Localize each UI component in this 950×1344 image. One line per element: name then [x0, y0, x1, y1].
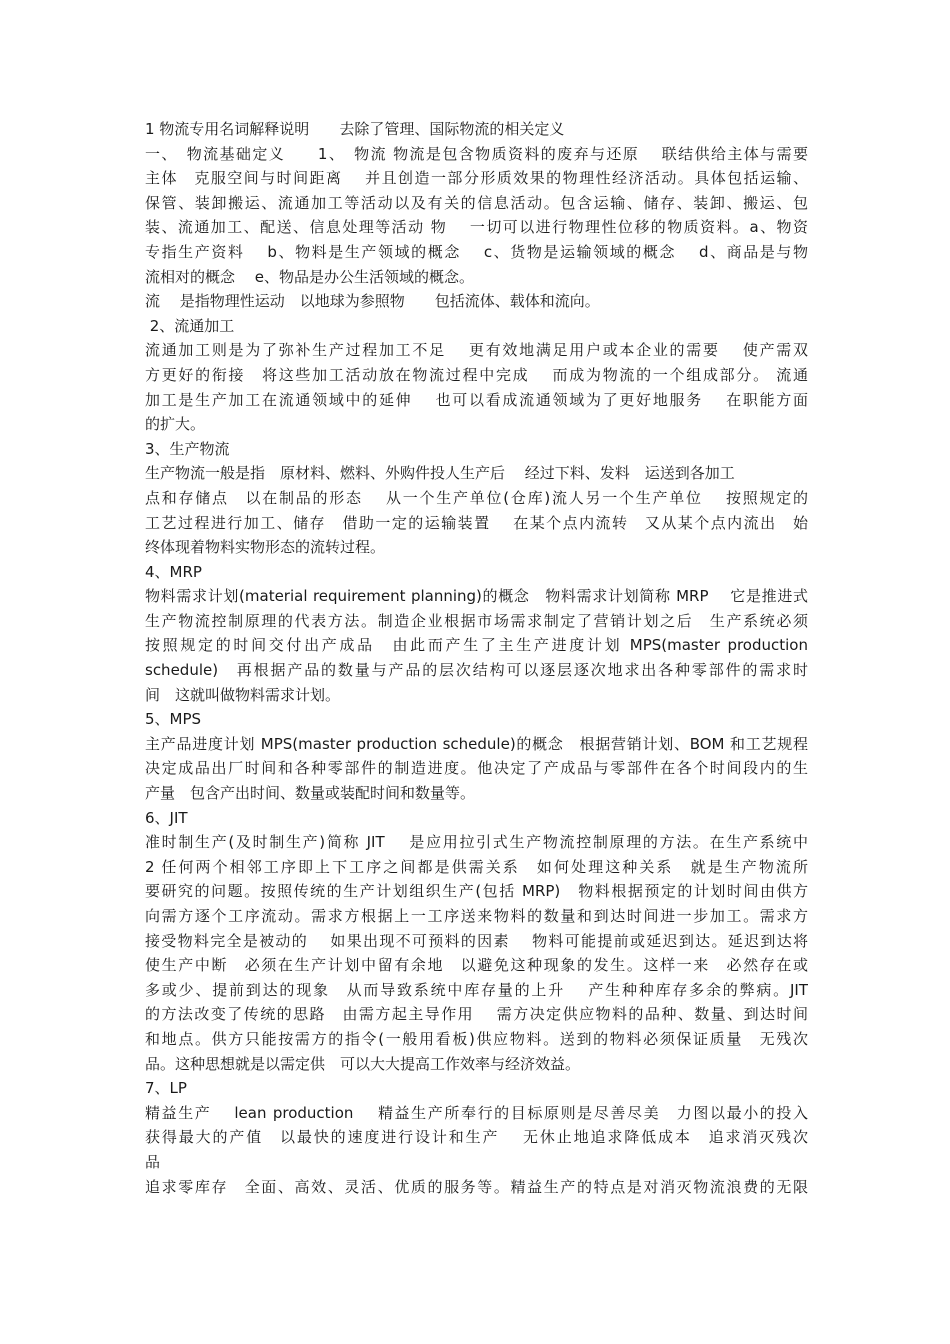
text-line: 专指生产资料 b、物料是生产领域的概念 c、货物是运输领域的概念 d、商品是与物 [145, 242, 808, 261]
text-line: 获得最大的产值 以最快的速度进行设计和生产 无休止地追求降低成本 追求消灭残次 [145, 1128, 808, 1147]
text-line: 终体现着物料实物形态的流转过程。 [145, 538, 386, 557]
text-line: 使生产中断 必须在生产计划中留有余地 以避免这种现象的发生。这样一来 必然存在或 [145, 956, 808, 975]
text-line: 1 物流专用名词解释说明 去除了管理、国际物流的相关定义 [145, 120, 565, 138]
text-line: 向需方逐个工序流动。需求方根据上一工序送来物料的数量和到达时间进一步加工。需求方 [145, 907, 808, 925]
text-line: 的方法改变了传统的思路 由需方起主导作用 需方决定供应物料的品种、数量、到达时间 [145, 1005, 808, 1024]
text-line: 工艺过程进行加工、储存 借助一定的运输装置 在某个点内流转 又从某个点内流出 始 [145, 513, 808, 532]
document-body [145, 117, 808, 1199]
text-line: 流相对的概念 e、物品是办公生活领域的概念。 [145, 267, 474, 286]
text-line: schedule) 再根据产品的数量与产品的层次结构可以逐层逐次地求出各种零部件的需求时 [145, 661, 808, 680]
text-line: 5、MPS [145, 710, 202, 729]
text-line: 和地点。供方只能按需方的指令(一般用看板)供应物料。送到的物料必须保证质量 无残次 [145, 1029, 808, 1048]
text-line: 生产物流控制原理的代表方法。制造企业根据市场需求制定了营销计划之后 生产系统必须 [145, 611, 808, 630]
text-line: 生产物流一般是指 原材料、燃料、外购件投人生产后 经过下料、发料 运送到各加工 [145, 464, 735, 483]
text-line: 保管、装卸搬运、流通加工等活动以及有关的信息活动。包含运输、储存、装卸、搬运、包 [145, 193, 808, 212]
text-line: 品 [145, 1152, 161, 1171]
text-line: 一、 物流基础定义 1、 物流 物流是包含物质资料的废弃与还原 联结供给主体与需要 [145, 144, 808, 163]
text-line: 多或少、提前到达的现象 从而导致系统中库存量的上升 产生种种库存多余的弊病。JIT [145, 980, 808, 999]
text-line: 主体 克服空间与时间距离 并且创造一部分形质效果的物理性经济活动。具体包括运输、 [145, 169, 808, 188]
text-line: 7、LP [145, 1079, 187, 1098]
text-line: 接受物料完全是被动的 如果出现不可预料的因素 物料可能提前或延迟到达。延迟到达将 [145, 931, 808, 950]
text-line: 按照规定的时间交付出产成品 由此而产生了主生产进度计划 MPS(master production [145, 636, 808, 655]
text-line: 流通加工则是为了弥补生产过程加工不足 更有效地满足用户或本企业的需要 使产需双 [145, 341, 808, 360]
text-line: 主产品进度计划 MPS(master production schedule)的概念 根据营销计划、BOM 和工艺规程 [145, 734, 808, 753]
text-line: 间 这就叫做物料需求计划。 [145, 685, 341, 704]
text-line: 的扩大。 [145, 415, 206, 434]
text-line: 点和存储点 以在制品的形态 从一个生产单位(仓库)流人另一个生产单位 按照规定的 [145, 488, 808, 507]
text-line: 精益生产 lean production 精益生产所奉行的目标原则是尽善尽美 力图以最小的投入 [145, 1103, 808, 1122]
text-line: 2 任何两个相邻工序即上下工序之间都是供需关系 如何处理这种关系 就是生产物流所 [145, 857, 808, 876]
text-line: 6、JIT [145, 808, 188, 827]
text-line: 3、生产物流 [145, 439, 230, 458]
text-line: 要研究的问题。按照传统的生产计划组织生产(包括 MRP) 物料根据预定的计划时间由供方 [145, 882, 808, 901]
text-line: 方更好的衔接 将这些加工活动放在物流过程中完成 而成为物流的一个组成部分。 流通 [145, 365, 808, 384]
text-line: 物料需求计划(material requirement planning)的概念 物料需求计划简称 MRP 它是推进式 [145, 587, 808, 606]
text-line: 流 是指物理性运动 以地球为参照物 包括流体、载体和流向。 [145, 292, 600, 311]
text-line: 4、MRP [145, 562, 202, 581]
text-line: 加工是生产加工在流通领域中的延伸 也可以看成流通领域为了更好地服务 在职能方面 [145, 390, 808, 409]
text-line: 准时制生产(及时制生产)简称 JIT 是应用拉引式生产物流控制原理的方法。在生产系统中 [145, 833, 808, 852]
text-line: 决定成品出厂时间和各种零部件的制造进度。他决定了产成品与零部件在各个时间段内的生 [145, 759, 808, 778]
text-line: 品。这种思想就是以需定供 可以大大提高工作效率与经济效益。 [145, 1054, 581, 1073]
text-line: 产量 包含产出时间、数量或装配时间和数量等。 [145, 784, 476, 803]
text-line: 追求零库存 全面、高效、灵活、优质的服务等。精益生产的特点是对消灭物流浪费的无限 [145, 1177, 808, 1196]
text-line: 2、流通加工 [145, 316, 235, 335]
text-line: 装、流通加工、配送、信息处理等活动 物 一切可以进行物理性位移的物质资料。a、物资 [145, 218, 808, 237]
